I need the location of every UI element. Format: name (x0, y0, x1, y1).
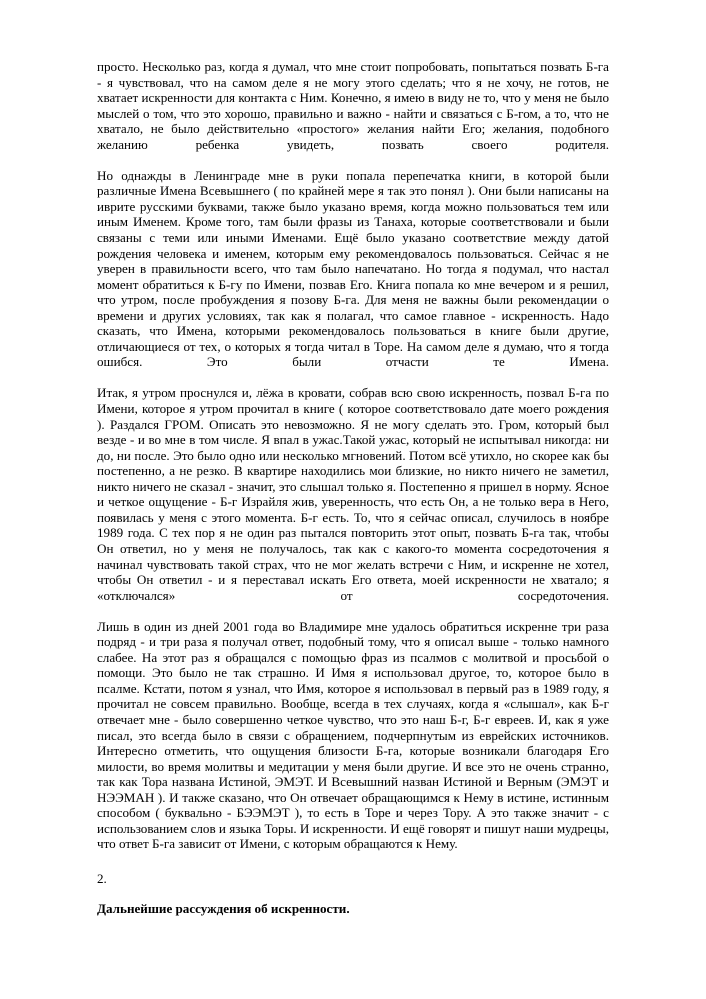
section-number: 2. (97, 870, 107, 886)
paragraph-3: Итак, я утром проснулся и, лёжа в кровати, собрав всю свою искренность, позвал Б-га по Имени, которое я утром прочитал в книге ( которое соответствовало дате моего рождения ). Раздался ГРОМ. Описать это невозможно. Я не могу сделать это. Гром, который был везде - и во мне в том числе. Я впал в ужас.Такой ужас, который не испытывал никогда: ни до, ни после. Это было одно или несколько мгновений. Потом всё утихло, но скорее как бы постепенно, а не резко. В квартире находились мои близкие, но никто ничего не заметил, никто ничего не сказал - значит, это слышал только я. Постепенно я пришел в норму. Ясное и четкое ощущение - Б-г Израйля жив, уверенность, что есть Он, а не только вера в Него, появилась у меня с этого момента. Б-г есть. То, что я сейчас описал, случилось в ноябре 1989 года. С тех пор я не один раз пытался повторить этот опыт, позвать Б-га так, чтобы Он ответил, но у меня не получалось, так как с какого-то момента сосредоточения я начинал чувствовать такой страх, что не мог желать встречи с Ним, и искренне не хотел, чтобы Он ответил - и я переставал искать Его ответа, моей искренности не хватало; я «отключался» от сосредоточения. (97, 385, 609, 603)
paragraph-1: просто. Несколько раз, когда я думал, что мне стоит попробовать, попытаться позвать Б-га - я чувствовал, что на самом деле я не могу этого сделать; что я не хочу, не готов, не хватает искренности для контакта с Ним. Конечно, я имею в виду не то, что у меня не было мыслей о том, что это хорошо, правильно и важно - найти и связаться с Б-гом, а то, что не хватало, не было действительно «простого» желания найти Его; желания, подобного желанию ребенка увидеть, позвать своего родителя. (97, 59, 609, 152)
section-heading: Дальнейшие рассуждения об искренности. (97, 901, 350, 917)
paragraph-2: Но однажды в Ленинграде мне в руки попала перепечатка книги, в которой были различные Имена Всевышнего ( по крайней мере я так это понял ). Они были написаны на иврите русскими буквами, также было указано время, когда можно пользоваться тем или иным Именем. Кроме того, там были фразы из Танаха, которые соответствовали и были связаны с теми или иными Именами. Ещё было указано соответствие между датой рождения человека и именем, которым ему рекомендовалось пользоваться. Сейчас я не уверен в правильности всего, что там было напечатано. Но тогда я подумал, что настал момент обратиться к Б-гу по Имени, позвав Его. Книга попала ко мне вечером и я решил, что утром, после пробуждения я позову Б-га. Для меня не важны были рекомендации о времени и других условиях, так как я полагал, что самое главное - искренность. Надо сказать, что Имена, которыми рекомендовалось пользоваться в книге были другие, отличающиеся от тех, о которых я тогда читал в Торе. На самом деле я думаю, что я тогда ошибся. Это были отчасти те Имена. (97, 167, 609, 370)
paragraph-4: Лишь в один из дней 2001 года во Владимире мне удалось обратиться искренне три раза подряд - и три раза я получал ответ, подобный тому, что я описал выше - только намного слабее. На этот раз я обращался с помощью фраз из псалмов с молитвой и просьбой о помощи. Это было не так страшно. И Имя я использовал другое, то, которое было в псалме. Кстати, потом я узнал, что Имя, которое я использовал в первый раз в 1989 году, я прочитал не совсем правильно. Вообще, всегда в тех случаях, когда я «слышал», как Б-г отвечает мне - было совершенно четкое чувство, что это наш Б-г, Б-г евреев. И, как я уже писал, это всегда было в связи с обращением, подчерпнутым из еврейских источников. Интересно отметить, что ощущения близости Б-га, которые возникали благодаря Его милости, во время молитвы и медитации у меня были другие. И все это не очень странно, так как Тора названа Истиной, ЭМЭТ. И Всевышний назван Истиной и Верным (ЭМЭТ и НЭЭМАН ). И также сказано, что Он отвечает обращающимся к Нему в истине, истинным способом ( буквально - БЭЭМЭТ ), то есть в Торе и через Тору. А это также значит - с использованием слов и языка Торы. И искренности. И ещё говорят и пишут наши мудрецы, что ответ Б-га зависит от Имени, с которым обращаются к Нему. (97, 618, 609, 852)
spacer-before-section-heading (97, 886, 609, 901)
text-column (97, 59, 609, 917)
spacer-before-section-number (97, 852, 609, 871)
